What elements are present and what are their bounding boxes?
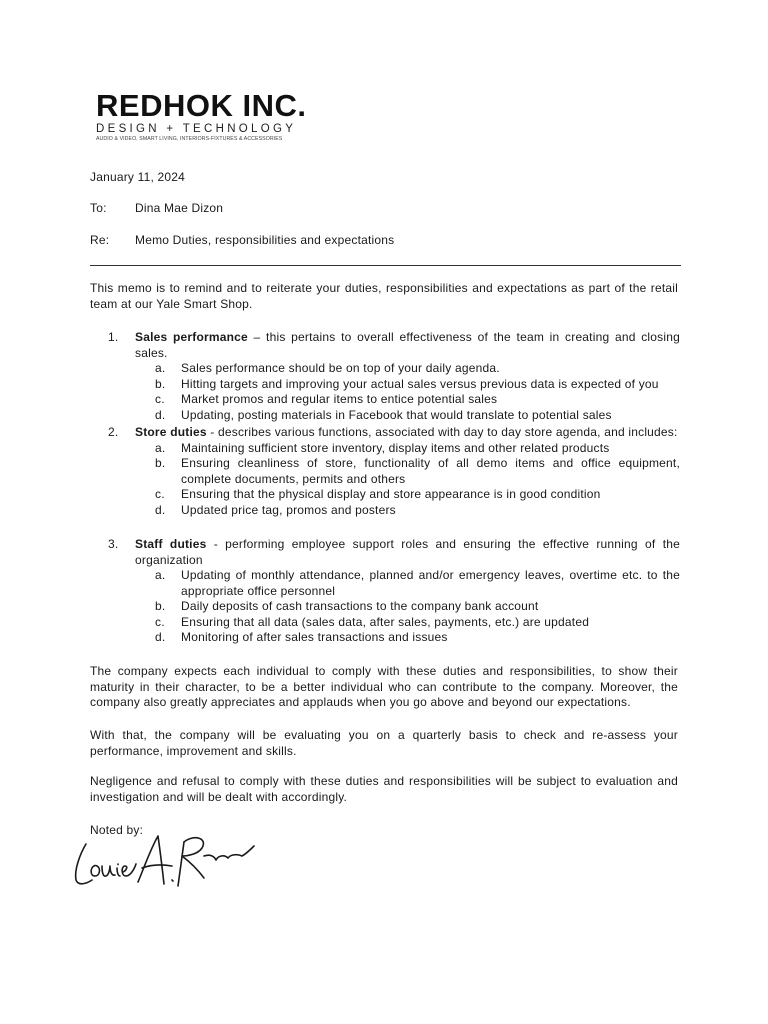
item-number: 3. <box>108 537 119 551</box>
company-subline: AUDIO & VIDEO, SMART LIVING, INTERIORS-FIXTURES & ACCESSORIES <box>96 136 283 142</box>
memo-date: January 11, 2024 <box>90 170 186 184</box>
item-number: 2. <box>108 425 119 439</box>
list-item: c. Market promos and regular items to entice potential sales <box>155 392 498 406</box>
item-description: - describes various functions, associated with day to day store agenda, and includes: <box>206 425 678 439</box>
list-item: b. Daily deposits of cash transactions to the company bank account <box>155 599 539 613</box>
list-item: d. Updated price tag, promos and posters <box>155 502 396 517</box>
list-item: a. Maintaining sufficient store inventory, display items and other related products <box>155 440 610 455</box>
item-title: Sales performance <box>135 330 248 344</box>
recipient-name: Dina Mae Dizon <box>135 201 224 215</box>
item-title: Staff duties <box>135 537 207 551</box>
list-item: b. Ensuring cleanliness of store, functionality of all demo items and office equipment, complete documents, permits and others <box>155 456 680 486</box>
item-description: – this pertains to overall effectiveness of the team in creating and closing sales. <box>135 330 680 360</box>
item-number: 1. <box>108 330 119 344</box>
list-item: d. Monitoring of after sales transactions and issues <box>155 630 448 644</box>
item-description: - performing employee support roles and ensuring the effective running of the organization <box>135 537 680 567</box>
negligence-paragraph: Negligence and refusal to comply with these duties and responsibilities will be subject to evaluation and investigation and will be dealt with accordingly. <box>90 774 678 804</box>
item-title: Store duties <box>135 425 207 439</box>
list-item: b. Hitting targets and improving your actual sales versus previous data is expected of you <box>155 376 659 391</box>
duty-item-store <box>108 425 680 518</box>
expectations-paragraph: The company expects each individual to comply with these duties and responsibilities, to show their maturity in their character, to be a better individual who can contribute to the company. Moreover, the company also greatly appreciates and applauds when you go above and beyond our expectations. <box>90 664 678 709</box>
list-item: c. Ensuring that all data (sales data, after sales, payments, etc.) are updated <box>155 614 590 629</box>
duty-item-sales <box>108 330 680 423</box>
header-divider <box>90 265 681 266</box>
signature <box>68 826 258 896</box>
list-item: c. Ensuring that the physical display and store appearance is in good condition <box>155 487 601 501</box>
noted-by-label: Noted by: <box>90 823 144 837</box>
re-label: Re: <box>90 233 110 247</box>
memo-subject: Memo Duties, responsibilities and expectations <box>135 233 395 247</box>
list-item: d. Updating, posting materials in Facebook that would translate to potential sales <box>155 407 612 422</box>
to-label: To: <box>90 201 107 215</box>
evaluation-paragraph: With that, the company will be evaluating you on a quarterly basis to check and re-assess your performance, improvement and skills. <box>90 728 678 758</box>
duty-item-staff <box>108 537 680 646</box>
list-item: a. Sales performance should be on top of your daily agenda. <box>155 361 500 375</box>
company-logo <box>96 90 316 142</box>
list-item: a. Updating of monthly attendance, planned and/or emergency leaves, overtime etc. to the appropriate office personnel <box>155 568 680 598</box>
intro-paragraph: This memo is to remind and to reiterate your duties, responsibilities and expectations as part of the retail team at our Yale Smart Shop. <box>90 281 678 311</box>
company-name: REDHOK INC. <box>96 88 307 123</box>
company-tagline: DESIGN + TECHNOLOGY <box>96 123 297 135</box>
